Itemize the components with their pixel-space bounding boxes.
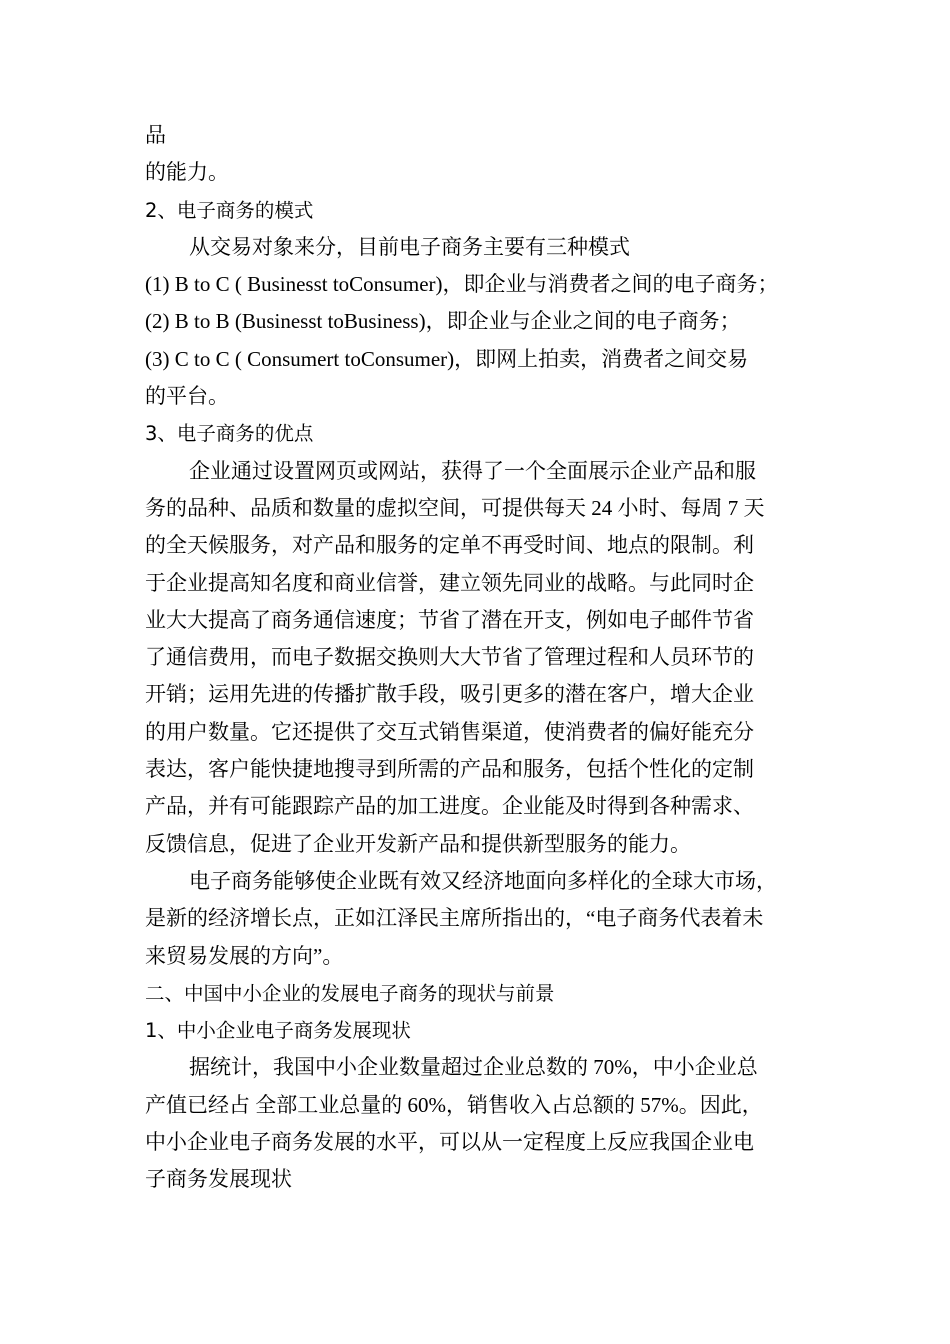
text-line: 反馈信息，促进了企业开发新产品和提供新型服务的能力。 (145, 831, 691, 856)
text-line: 品 (145, 123, 166, 147)
text-line: 据统计，我国中小企业数量超过企业总数的 70%，中小企业总 (189, 1055, 758, 1080)
text-line: (1) B to C ( Businesst toConsumer)，即企业与消费者之间的电子商务； (145, 272, 779, 297)
text-line: (2) B to B (Businesst toBusiness)，即企业与企业之间的电子商务； (145, 309, 741, 334)
text-line: 电子商务能够使企业既有效又经济地面向多样化的全球大市场， (189, 868, 777, 893)
section-heading: 2、电子商务的模式 (145, 198, 314, 222)
text-line: 是新的经济增长点，正如江泽民主席所指出的，“电子商务代表着未 (145, 906, 764, 931)
text-line: 了通信费用，而电子数据交换则大大节省了管理过程和人员环节的 (145, 645, 754, 670)
text-line: 的用户数量。它还提供了交互式销售渠道，使消费者的偏好能充分 (145, 719, 754, 744)
text-line: 的能力。 (145, 160, 229, 185)
text-line: 的平台。 (145, 384, 229, 409)
text-line: 业大大提高了商务通信速度；节省了潜在开支，例如电子邮件节省 (145, 607, 754, 632)
text-line: 于企业提高知名度和商业信誉，建立领先同业的战略。与此同时企 (145, 570, 754, 595)
text-line: (3) C to C ( Consumert toConsumer)，即网上拍卖，消费者之间交易 (145, 346, 749, 371)
text-line: 表达，客户能快捷地搜寻到所需的产品和服务，包括个性化的定制 (145, 757, 754, 782)
section-heading: 3、电子商务的优点 (145, 422, 314, 446)
section-heading: 1、中小企业电子商务发展现状 (145, 1019, 411, 1043)
text-line: 的全天候服务，对产品和服务的定单不再受时间、地点的限制。利 (145, 533, 754, 558)
text-line: 产品，并有可能跟踪产品的加工进度。企业能及时得到各种需求、 (145, 794, 754, 819)
text-line: 务的品种、品质和数量的虚拟空间，可提供每天 24 小时、每周 7 天 (145, 495, 765, 520)
text-line: 开销；运用先进的传播扩散手段，吸引更多的潜在客户，增大企业 (145, 682, 754, 707)
text-line: 子商务发展现状 (145, 1167, 292, 1192)
text-line: 来贸易发展的方向”。 (145, 943, 344, 968)
text-line: 中小企业电子商务发展的水平，可以从一定程度上反应我国企业电 (145, 1130, 754, 1155)
document-body (145, 117, 825, 1199)
section-heading: 二、中国中小企业的发展电子商务的现状与前景 (145, 981, 555, 1005)
text-line: 从交易对象来分，目前电子商务主要有三种模式 (189, 234, 630, 259)
text-line: 企业通过设置网页或网站，获得了一个全面展示企业产品和服 (189, 458, 756, 483)
text-line: 产值已经占 全部工业总量的 60%，销售收入占总额的 57%。因此， (145, 1092, 763, 1117)
